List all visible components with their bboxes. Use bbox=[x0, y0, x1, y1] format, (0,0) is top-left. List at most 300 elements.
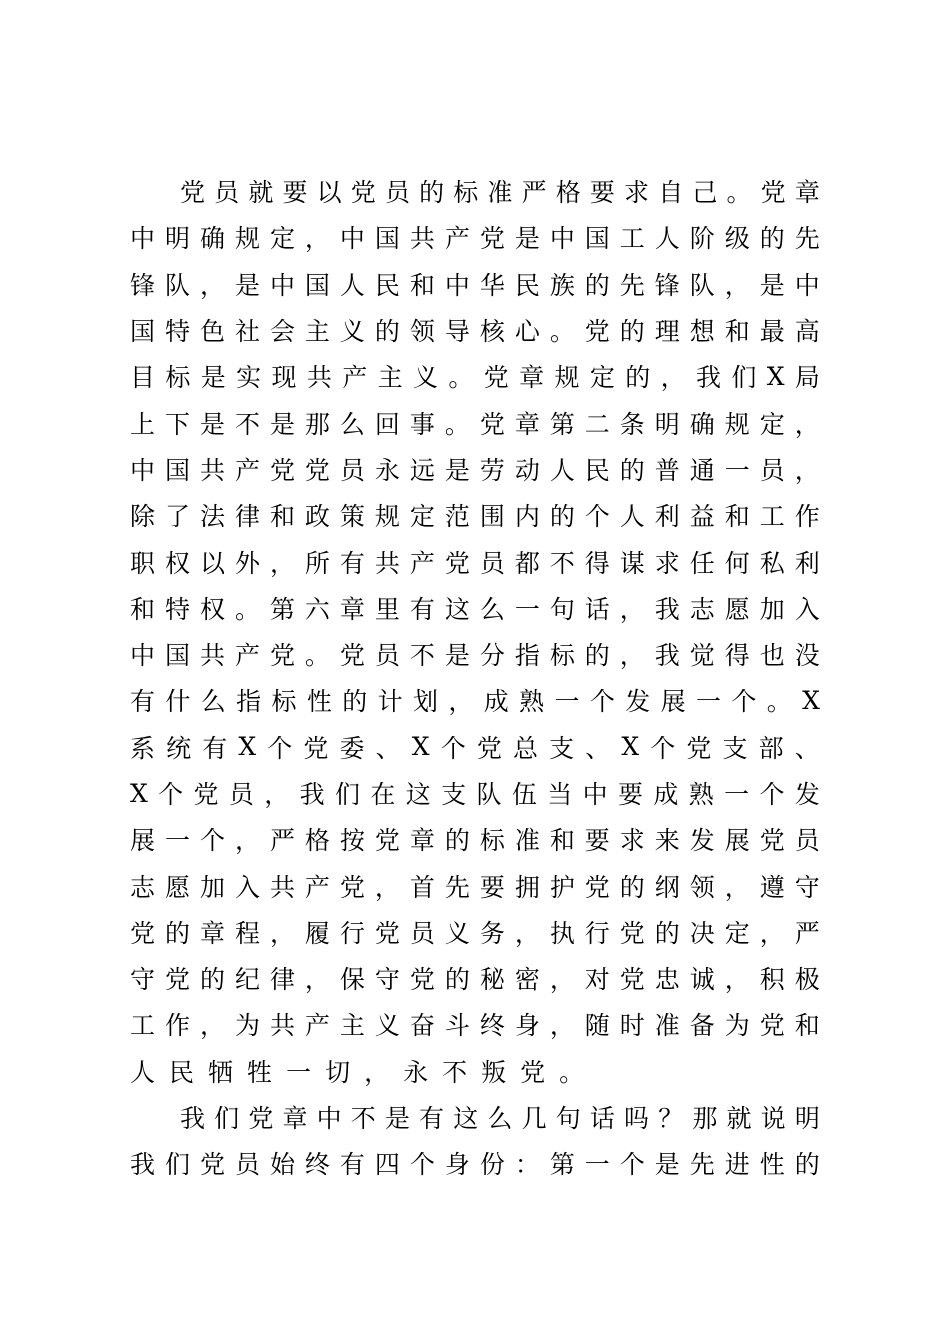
text-char: 产 bbox=[304, 872, 330, 902]
text-char: 党 bbox=[199, 1150, 225, 1180]
text-char: 中 bbox=[794, 270, 820, 300]
text-char: 按 bbox=[339, 826, 365, 856]
text-char: 导 bbox=[444, 317, 470, 347]
text-char: ， bbox=[514, 918, 540, 948]
text-char: 和 bbox=[549, 826, 575, 856]
text-char: 句 bbox=[555, 1104, 581, 1134]
text-char: 是 bbox=[269, 409, 295, 439]
text-char: ， bbox=[269, 548, 295, 578]
text-char: 句 bbox=[549, 594, 575, 624]
text-line bbox=[130, 1140, 820, 1186]
text-char: 的 bbox=[374, 317, 400, 347]
text-char: 为 bbox=[724, 1011, 750, 1041]
text-char: 人 bbox=[654, 224, 680, 254]
text-char: 员 bbox=[794, 826, 820, 856]
text-char: ？ bbox=[658, 1104, 684, 1134]
text-char: X bbox=[411, 732, 430, 762]
text-char: 牺 bbox=[208, 1057, 234, 1087]
text-char: 、 bbox=[585, 733, 611, 763]
text-char: 的 bbox=[444, 826, 470, 856]
text-char: 展 bbox=[724, 826, 750, 856]
text-char: 首 bbox=[409, 872, 435, 902]
text-char: 。 bbox=[448, 363, 474, 393]
text-char: 党 bbox=[479, 409, 505, 439]
text-char: 委 bbox=[339, 733, 365, 763]
text-char: 是 bbox=[384, 1104, 410, 1134]
text-char: 标 bbox=[479, 826, 505, 856]
text-char: 守 bbox=[374, 965, 400, 995]
text-line bbox=[130, 631, 820, 677]
text-line bbox=[130, 770, 820, 816]
text-char: 要 bbox=[282, 178, 308, 208]
text-char: 标 bbox=[453, 178, 479, 208]
text-char: 民 bbox=[169, 1057, 195, 1087]
text-char: 任 bbox=[689, 548, 715, 578]
text-char: 利 bbox=[794, 548, 820, 578]
text-char: 进 bbox=[724, 1150, 750, 1180]
text-char: 社 bbox=[234, 317, 260, 347]
text-char: 先 bbox=[689, 1150, 715, 1180]
text-char: 身 bbox=[444, 1150, 470, 1180]
text-char: 会 bbox=[269, 317, 295, 347]
text-char: 和 bbox=[130, 594, 156, 624]
text-char: 党 bbox=[248, 1104, 274, 1134]
text-line bbox=[130, 724, 820, 770]
text-char: 最 bbox=[759, 317, 785, 347]
text-char: 义 bbox=[413, 363, 439, 393]
text-char: 一 bbox=[286, 1057, 312, 1087]
text-char: 党 bbox=[476, 733, 502, 763]
text-char: 话 bbox=[584, 594, 610, 624]
text-char: 民 bbox=[584, 455, 610, 485]
text-char: 上 bbox=[130, 409, 156, 439]
text-char: 。 bbox=[559, 1057, 585, 1087]
text-char: 一 bbox=[696, 687, 722, 717]
text-char: 国 bbox=[584, 224, 610, 254]
text-char: 范 bbox=[444, 502, 470, 532]
text-char: 系 bbox=[130, 733, 156, 763]
text-char: 。 bbox=[234, 594, 260, 624]
text-char: 个 bbox=[619, 1150, 645, 1180]
text-char: 主 bbox=[304, 317, 330, 347]
text-char: 确 bbox=[199, 224, 225, 254]
text-char: 党 bbox=[444, 548, 470, 578]
text-char: 和 bbox=[724, 317, 750, 347]
text-char: 员 bbox=[339, 455, 365, 485]
text-line bbox=[130, 214, 820, 260]
text-char: ， bbox=[724, 270, 750, 300]
text-char: 主 bbox=[377, 363, 403, 393]
text-char: 产 bbox=[409, 548, 435, 578]
text-char: 的 bbox=[654, 918, 680, 948]
text-char: 现 bbox=[271, 363, 297, 393]
text-char: 党 bbox=[686, 733, 712, 763]
text-char: 中 bbox=[130, 224, 156, 254]
text-char: 私 bbox=[759, 548, 785, 578]
text-char: 觉 bbox=[689, 641, 715, 671]
text-char: 规 bbox=[554, 363, 580, 393]
text-char: 得 bbox=[584, 548, 610, 578]
text-char: 策 bbox=[339, 502, 365, 532]
text-char: 个 bbox=[731, 687, 757, 717]
text-char: 法 bbox=[199, 502, 225, 532]
text-char: 发 bbox=[794, 780, 820, 809]
text-char: 分 bbox=[479, 641, 505, 671]
text-char: 党 bbox=[483, 363, 509, 393]
text-char: 格 bbox=[555, 178, 581, 208]
text-char: 锋 bbox=[130, 270, 156, 300]
text-char: 们 bbox=[164, 1150, 190, 1180]
text-char: 党 bbox=[339, 872, 365, 902]
text-char: 义 bbox=[374, 1011, 400, 1041]
text-line bbox=[130, 399, 820, 445]
text-char: 备 bbox=[689, 1011, 715, 1041]
text-char: 永 bbox=[403, 1057, 429, 1087]
text-char: 成 bbox=[483, 687, 509, 717]
text-char: 我 bbox=[180, 1104, 206, 1134]
text-char: ， bbox=[759, 918, 785, 948]
body-text bbox=[130, 168, 820, 1187]
text-char: 加 bbox=[199, 872, 225, 902]
text-char: 外 bbox=[234, 548, 260, 578]
text-char: 二 bbox=[584, 409, 610, 439]
text-char: 劳 bbox=[479, 455, 505, 485]
text-char: 是 bbox=[234, 270, 260, 300]
text-char: 的 bbox=[549, 502, 575, 532]
text-char: 章 bbox=[199, 918, 225, 948]
text-char: 第 bbox=[549, 409, 575, 439]
text-char: 政 bbox=[304, 502, 330, 532]
text-char: 的 bbox=[164, 918, 190, 948]
text-char: 党 bbox=[584, 317, 610, 347]
text-char: 极 bbox=[794, 965, 820, 995]
text-char: 部 bbox=[758, 733, 784, 763]
text-char: 指 bbox=[236, 687, 262, 717]
text-char: 斗 bbox=[444, 1011, 470, 1041]
text-char: X bbox=[621, 732, 640, 762]
text-char: 有 bbox=[130, 687, 156, 717]
text-char: 规 bbox=[374, 502, 400, 532]
text-char: 一 bbox=[514, 594, 540, 624]
text-char: 的 bbox=[619, 317, 645, 347]
text-char: 共 bbox=[199, 641, 225, 671]
text-char: 不 bbox=[409, 641, 435, 671]
text-char: 守 bbox=[794, 872, 820, 902]
text-char: 有 bbox=[409, 594, 435, 624]
text-char: 这 bbox=[444, 594, 470, 624]
text-char: 规 bbox=[234, 224, 260, 254]
text-line bbox=[130, 955, 820, 1001]
text-char: ， bbox=[619, 594, 645, 624]
text-char: 下 bbox=[164, 409, 190, 439]
text-char: 党 bbox=[350, 178, 376, 208]
text-char: 支 bbox=[441, 780, 467, 809]
text-char: 通 bbox=[689, 455, 715, 485]
text-char: 行 bbox=[584, 918, 610, 948]
text-char: 对 bbox=[584, 965, 610, 995]
text-char: 中 bbox=[549, 224, 575, 254]
text-char: 熟 bbox=[519, 687, 545, 717]
text-char: 纪 bbox=[234, 965, 260, 995]
text-char: 终 bbox=[479, 1011, 505, 1041]
text-char: 中 bbox=[130, 641, 156, 671]
text-char: 发 bbox=[689, 826, 715, 856]
text-char: 权 bbox=[199, 594, 225, 624]
text-char: 是 bbox=[444, 455, 470, 485]
text-char: 产 bbox=[234, 455, 260, 485]
text-char: 规 bbox=[724, 409, 750, 439]
text-char: 个 bbox=[584, 502, 610, 532]
text-char: 动 bbox=[514, 455, 540, 485]
text-char: 就 bbox=[726, 1104, 752, 1134]
text-char: 统 bbox=[166, 733, 192, 763]
text-char: 先 bbox=[444, 872, 470, 902]
text-char: 第 bbox=[549, 1150, 575, 1180]
text-char: 。 bbox=[304, 641, 330, 671]
text-char: 远 bbox=[409, 455, 435, 485]
text-char: 定 bbox=[269, 224, 295, 254]
text-char: 确 bbox=[689, 409, 715, 439]
text-char: 、 bbox=[794, 733, 820, 763]
text-char: 定 bbox=[724, 918, 750, 948]
text-char: 章 bbox=[519, 363, 545, 393]
text-char: 有 bbox=[419, 1104, 445, 1134]
text-char: 队 bbox=[476, 780, 502, 809]
text-char: 明 bbox=[794, 1104, 820, 1134]
text-char: 切 bbox=[325, 1057, 351, 1087]
text-char: 纲 bbox=[654, 872, 680, 902]
text-char: 所 bbox=[304, 548, 330, 578]
text-char: ， bbox=[549, 965, 575, 995]
text-char: 我 bbox=[654, 594, 680, 624]
text-char: 不 bbox=[234, 409, 260, 439]
text-char: 特 bbox=[164, 594, 190, 624]
text-char: 愿 bbox=[724, 594, 750, 624]
text-char: 的 bbox=[584, 641, 610, 671]
text-char: 国 bbox=[374, 224, 400, 254]
text-char: ， bbox=[364, 1057, 390, 1087]
text-char: 是 bbox=[654, 1150, 680, 1180]
text-char: 。 bbox=[444, 409, 470, 439]
text-char: 第 bbox=[269, 594, 295, 624]
text-char: 党 bbox=[374, 826, 400, 856]
text-char: 和 bbox=[269, 502, 295, 532]
text-char: 入 bbox=[794, 594, 820, 624]
text-char: 国 bbox=[164, 455, 190, 485]
text-char: 工 bbox=[759, 502, 785, 532]
text-char: 准 bbox=[514, 826, 540, 856]
text-char: 个 bbox=[589, 687, 615, 717]
text-char: ， bbox=[264, 780, 290, 809]
text-char: 党 bbox=[269, 641, 295, 671]
text-char: 来 bbox=[654, 826, 680, 856]
text-char: 准 bbox=[654, 1011, 680, 1041]
text-char: 要 bbox=[618, 780, 644, 809]
text-char: 锋 bbox=[654, 270, 680, 300]
text-char: 护 bbox=[549, 872, 575, 902]
text-char: 是 bbox=[444, 641, 470, 671]
text-char: 党 bbox=[619, 918, 645, 948]
text-char: 明 bbox=[654, 409, 680, 439]
text-line bbox=[130, 492, 820, 538]
text-char: 一 bbox=[724, 455, 750, 485]
text-char: 话 bbox=[589, 1104, 615, 1134]
text-char: 得 bbox=[724, 641, 750, 671]
text-char: 高 bbox=[794, 317, 820, 347]
text-char: 队 bbox=[164, 270, 190, 300]
text-char: 党 bbox=[130, 918, 156, 948]
text-char: 定 bbox=[409, 502, 435, 532]
text-char: 加 bbox=[759, 594, 785, 624]
text-char: 共 bbox=[199, 455, 225, 485]
text-char: ： bbox=[514, 1150, 540, 1180]
text-char: ， bbox=[304, 224, 330, 254]
text-char: 个 bbox=[759, 780, 785, 809]
text-char: 何 bbox=[724, 548, 750, 578]
text-char: 我 bbox=[130, 1150, 156, 1180]
text-char: 和 bbox=[724, 502, 750, 532]
text-char: X bbox=[766, 361, 785, 391]
text-char: 积 bbox=[759, 965, 785, 995]
text-char: 共 bbox=[269, 872, 295, 902]
text-line bbox=[130, 446, 820, 492]
text-char: 我 bbox=[654, 641, 680, 671]
text-line bbox=[130, 585, 820, 631]
text-char: 一 bbox=[584, 1150, 610, 1180]
text-char: 时 bbox=[619, 1011, 645, 1041]
text-char: 是 bbox=[200, 363, 226, 393]
text-char: 伍 bbox=[511, 780, 537, 809]
text-char: 党 bbox=[409, 965, 435, 995]
text-char: 党 bbox=[619, 965, 645, 995]
text-char: 执 bbox=[549, 918, 575, 948]
text-char: 严 bbox=[269, 826, 295, 856]
text-char: 益 bbox=[689, 502, 715, 532]
text-char: 身 bbox=[514, 1011, 540, 1041]
text-char: 行 bbox=[339, 918, 365, 948]
text-char: 成 bbox=[653, 780, 679, 809]
text-char: 忠 bbox=[654, 965, 680, 995]
text-char: 的 bbox=[619, 455, 645, 485]
text-char: 核 bbox=[479, 317, 505, 347]
text-char: 拥 bbox=[514, 872, 540, 902]
text-char: X bbox=[130, 778, 148, 808]
text-char: 目 bbox=[130, 363, 156, 393]
text-char: 严 bbox=[794, 918, 820, 948]
text-char: 这 bbox=[453, 1104, 479, 1134]
text-char: 的 bbox=[794, 1150, 820, 1180]
text-char: ， bbox=[199, 1011, 225, 1041]
text-char: 奋 bbox=[409, 1011, 435, 1041]
text-char: 求 bbox=[619, 826, 645, 856]
text-char: 是 bbox=[514, 224, 540, 254]
text-char: 职 bbox=[130, 548, 156, 578]
text-char: 自 bbox=[658, 178, 684, 208]
text-char: 章 bbox=[339, 594, 365, 624]
text-char: 员 bbox=[409, 918, 435, 948]
text-char: 中 bbox=[582, 780, 608, 809]
text-char: 党 bbox=[759, 826, 785, 856]
text-char: 那 bbox=[304, 409, 330, 439]
text-char: 诚 bbox=[689, 965, 715, 995]
text-char: 发 bbox=[625, 687, 651, 717]
text-char: 的 bbox=[625, 363, 651, 393]
text-char: 员 bbox=[234, 1150, 260, 1180]
text-char: 密 bbox=[514, 965, 540, 995]
text-char: ， bbox=[374, 872, 400, 902]
text-char: 谋 bbox=[619, 548, 645, 578]
text-char: 们 bbox=[335, 780, 361, 809]
text-char: 么 bbox=[487, 1104, 513, 1134]
text-char: 特 bbox=[164, 317, 190, 347]
text-char: 先 bbox=[619, 270, 645, 300]
text-char: X bbox=[802, 685, 820, 715]
text-char: 回 bbox=[374, 409, 400, 439]
text-char: 党 bbox=[759, 1011, 785, 1041]
text-char: 牲 bbox=[247, 1057, 273, 1087]
text-line bbox=[130, 353, 820, 399]
text-char: ， bbox=[199, 270, 225, 300]
text-char: 我 bbox=[696, 363, 722, 393]
text-char: 吗 bbox=[624, 1104, 650, 1134]
text-line bbox=[130, 1094, 820, 1140]
text-char: 个 bbox=[267, 733, 293, 763]
text-char: 入 bbox=[234, 872, 260, 902]
text-char: 那 bbox=[692, 1104, 718, 1134]
text-char: 六 bbox=[304, 594, 330, 624]
text-char: 华 bbox=[479, 270, 505, 300]
text-char: 个 bbox=[440, 733, 466, 763]
text-char: 的 bbox=[584, 270, 610, 300]
text-char: 义 bbox=[444, 918, 470, 948]
text-line bbox=[130, 909, 820, 955]
text-char: 章 bbox=[282, 1104, 308, 1134]
text-char: 产 bbox=[342, 363, 368, 393]
text-char: 为 bbox=[234, 1011, 260, 1041]
text-char: 国 bbox=[304, 270, 330, 300]
text-char: 支 bbox=[722, 733, 748, 763]
text-char: 章 bbox=[794, 178, 820, 208]
text-char: 个 bbox=[650, 733, 676, 763]
text-line bbox=[130, 168, 820, 214]
text-char: 中 bbox=[130, 455, 156, 485]
text-char: ， bbox=[794, 409, 820, 439]
text-char: 不 bbox=[549, 548, 575, 578]
text-char: 心 bbox=[514, 317, 540, 347]
text-char: 志 bbox=[689, 594, 715, 624]
text-char: 准 bbox=[487, 178, 513, 208]
text-line bbox=[130, 677, 820, 723]
text-char: 不 bbox=[442, 1057, 468, 1087]
text-char: 党 bbox=[193, 780, 219, 809]
text-char: 局 bbox=[794, 363, 820, 393]
text-char: 就 bbox=[248, 178, 274, 208]
text-char: 要 bbox=[584, 826, 610, 856]
text-char: 章 bbox=[409, 826, 435, 856]
text-char: ， bbox=[724, 872, 750, 902]
text-char: 么 bbox=[479, 594, 505, 624]
text-char: 终 bbox=[304, 1150, 330, 1180]
text-char: 族 bbox=[549, 270, 575, 300]
text-char: 围 bbox=[479, 502, 505, 532]
text-char: 一 bbox=[724, 780, 750, 809]
text-line bbox=[130, 862, 820, 908]
text-char: 的 bbox=[759, 224, 785, 254]
text-char: 员 bbox=[384, 178, 410, 208]
text-char: 领 bbox=[689, 872, 715, 902]
text-char: 秘 bbox=[479, 965, 505, 995]
text-char: 求 bbox=[654, 548, 680, 578]
